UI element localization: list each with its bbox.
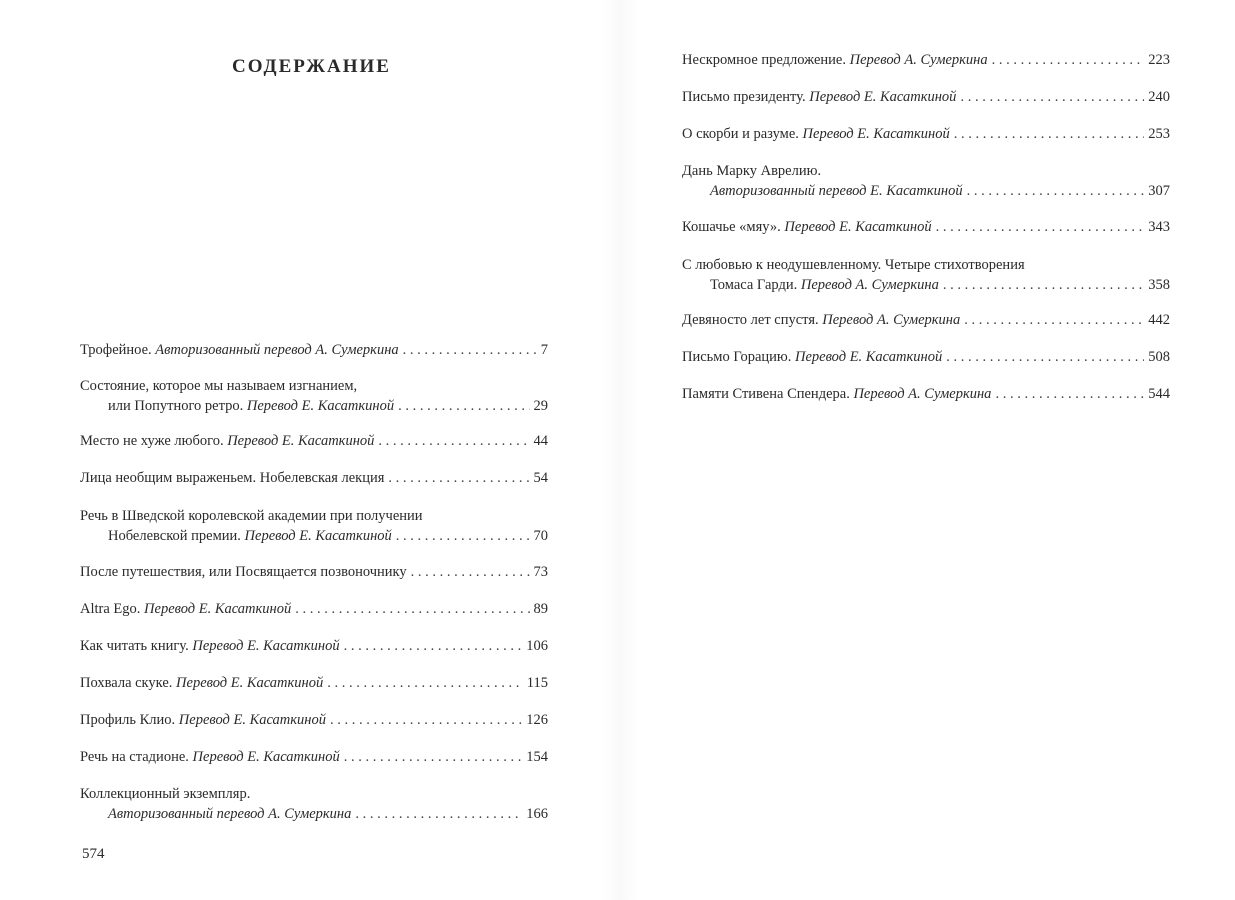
- toc-entry-page: 544: [1148, 386, 1170, 402]
- toc-entry: [682, 347, 1170, 367]
- toc-entry-translator: Перевод А. Сумеркина: [822, 312, 961, 328]
- toc-entry-page: 106: [526, 638, 548, 654]
- toc-entry: [682, 217, 1170, 237]
- toc-entry-page: 29: [533, 398, 548, 414]
- toc-entry-title: Состояние, которое мы называем изгнанием,: [80, 378, 358, 394]
- dot-leader: [355, 804, 522, 824]
- toc-entry: [80, 562, 548, 582]
- toc-entry-title: С любовью к неодушевленному. Четыре стихотворения: [682, 257, 1025, 273]
- dot-leader: [995, 384, 1144, 404]
- toc-entry-text: Кошачье «мяу».: [682, 219, 781, 235]
- toc-entry-text: Девяносто лет спустя.: [682, 312, 819, 328]
- page-number: 574: [82, 846, 105, 862]
- toc-entry-translator: Перевод Е. Касаткиной: [192, 638, 340, 654]
- toc-entry: [80, 431, 548, 451]
- toc-entry-page: 442: [1148, 312, 1170, 328]
- toc-entry-translator: Авторизованный перевод А. Сумеркина: [108, 806, 352, 822]
- toc-entry-translator: Перевод Е. Касаткиной: [809, 89, 957, 105]
- dot-leader: [954, 124, 1145, 144]
- toc-entry-page: 240: [1148, 89, 1170, 105]
- dot-leader: [388, 468, 529, 488]
- toc-entry: [682, 384, 1170, 404]
- toc-entry: [80, 340, 548, 360]
- toc-entry-page: 166: [526, 806, 548, 822]
- dot-leader: [396, 526, 530, 546]
- dot-leader: [967, 181, 1145, 201]
- page-title: СОДЕРЖАНИЕ: [232, 56, 391, 77]
- toc-entry-page: 358: [1148, 277, 1170, 293]
- toc-entry-page: 7: [540, 342, 548, 358]
- toc-entry: [80, 784, 548, 824]
- toc-entry-page: 343: [1148, 219, 1170, 235]
- toc-entry-page: 44: [533, 433, 548, 449]
- toc-entry-text: О скорби и разуме.: [682, 126, 799, 142]
- toc-entry-text: или Попутного ретро.: [108, 398, 244, 414]
- toc-entry-translator: Перевод А. Сумеркина: [800, 277, 939, 293]
- toc-entry-translator: Перевод Е. Касаткиной: [244, 528, 392, 544]
- toc-entry-page: 508: [1148, 349, 1170, 365]
- dot-leader: [943, 275, 1144, 295]
- toc-entry-page: 223: [1148, 52, 1170, 68]
- toc-entry: [80, 747, 548, 767]
- right-page: [620, 0, 1235, 900]
- toc-entry-translator: Перевод Е. Касаткиной: [784, 219, 932, 235]
- toc-entry-translator: Перевод Е. Касаткиной: [794, 349, 943, 365]
- toc-entry-page: 70: [533, 528, 548, 544]
- dot-leader: [403, 340, 537, 360]
- toc-entry-translator: Перевод А. Сумеркина: [853, 386, 992, 402]
- dot-leader: [964, 310, 1144, 330]
- toc-entry: [682, 50, 1170, 70]
- toc-entry: [682, 161, 1170, 201]
- toc-entry-text: Место не хуже любого.: [80, 433, 224, 449]
- toc-entry: [80, 636, 548, 656]
- toc-entry: [80, 376, 548, 416]
- dot-leader: [960, 87, 1144, 107]
- dot-leader: [411, 562, 530, 582]
- toc-entry-text: Томаса Гарди.: [710, 277, 798, 293]
- toc-entry-page: 253: [1148, 126, 1170, 142]
- toc-entry-text: Речь на стадионе.: [80, 749, 189, 765]
- dot-leader: [344, 636, 523, 656]
- dot-leader: [295, 599, 529, 619]
- toc-entry-title: Дань Марку Аврелию.: [682, 163, 822, 179]
- toc-entry-text: Письмо Горацию.: [682, 349, 792, 365]
- toc-entry-page: 54: [533, 470, 548, 486]
- toc-entry-translator: Перевод Е. Касаткиной: [192, 749, 340, 765]
- toc-entry-text: Письмо президенту.: [682, 89, 806, 105]
- toc-entry-text: Нескромное предложение.: [682, 52, 846, 68]
- toc-entry-text: После путешествия, или Посвящается позвоночнику: [80, 564, 407, 580]
- toc-entry-translator: Перевод Е. Касаткиной: [246, 398, 395, 414]
- toc-entry-text: Как читать книгу.: [80, 638, 189, 654]
- toc-entry-text: Похвала скуке.: [80, 675, 173, 691]
- toc-entry-text: Нобелевской премии.: [108, 528, 241, 544]
- toc-entry-text: Памяти Стивена Спендера.: [682, 386, 850, 402]
- dot-leader: [378, 431, 529, 451]
- toc-entry-page: 115: [526, 675, 548, 691]
- dot-leader: [398, 396, 529, 416]
- dot-leader: [936, 217, 1145, 237]
- toc-entry: [80, 673, 548, 693]
- toc-entry: [80, 710, 548, 730]
- toc-entry-page: 126: [526, 712, 548, 728]
- toc-entry-translator: Авторизованный перевод А. Сумеркина: [155, 342, 399, 358]
- toc-entry-text: Профиль Клио.: [80, 712, 176, 728]
- dot-leader: [946, 347, 1144, 367]
- toc-entry: [80, 506, 548, 546]
- toc-entry-page: 73: [533, 564, 548, 580]
- dot-leader: [992, 50, 1145, 70]
- toc-entry: [682, 255, 1170, 295]
- toc-entry: [682, 124, 1170, 144]
- dot-leader: [327, 673, 523, 693]
- toc-entry: [80, 599, 548, 619]
- toc-entry-text: Лица необщим выраженьем. Нобелевская лекция: [80, 470, 385, 486]
- toc-entry-translator: Перевод Е. Касаткиной: [802, 126, 950, 142]
- toc-entry-translator: Перевод А. Сумеркина: [849, 52, 988, 68]
- toc-entry-page: 154: [526, 749, 548, 765]
- toc-entry-text: Трофейное.: [80, 342, 152, 358]
- toc-entry-text: Altra Ego.: [80, 601, 141, 617]
- toc-entry: [80, 468, 548, 488]
- dot-leader: [330, 710, 522, 730]
- dot-leader: [344, 747, 523, 767]
- toc-entry-translator: Перевод Е. Касаткиной: [178, 712, 326, 728]
- toc-entry-page: 89: [533, 601, 548, 617]
- toc-entry: [682, 310, 1170, 330]
- toc-entry: [682, 87, 1170, 107]
- toc-entry-translator: Перевод Е. Касаткиной: [176, 675, 324, 691]
- toc-entry-translator: Перевод Е. Касаткиной: [227, 433, 375, 449]
- toc-entry-translator: Авторизованный перевод Е. Касаткиной: [710, 183, 963, 199]
- toc-entry-title: Коллекционный экземпляр.: [80, 786, 251, 802]
- toc-entry-page: 307: [1148, 183, 1170, 199]
- toc-entry-translator: Перевод Е. Касаткиной: [144, 601, 292, 617]
- toc-entry-title: Речь в Шведской королевской академии при получении: [80, 508, 423, 524]
